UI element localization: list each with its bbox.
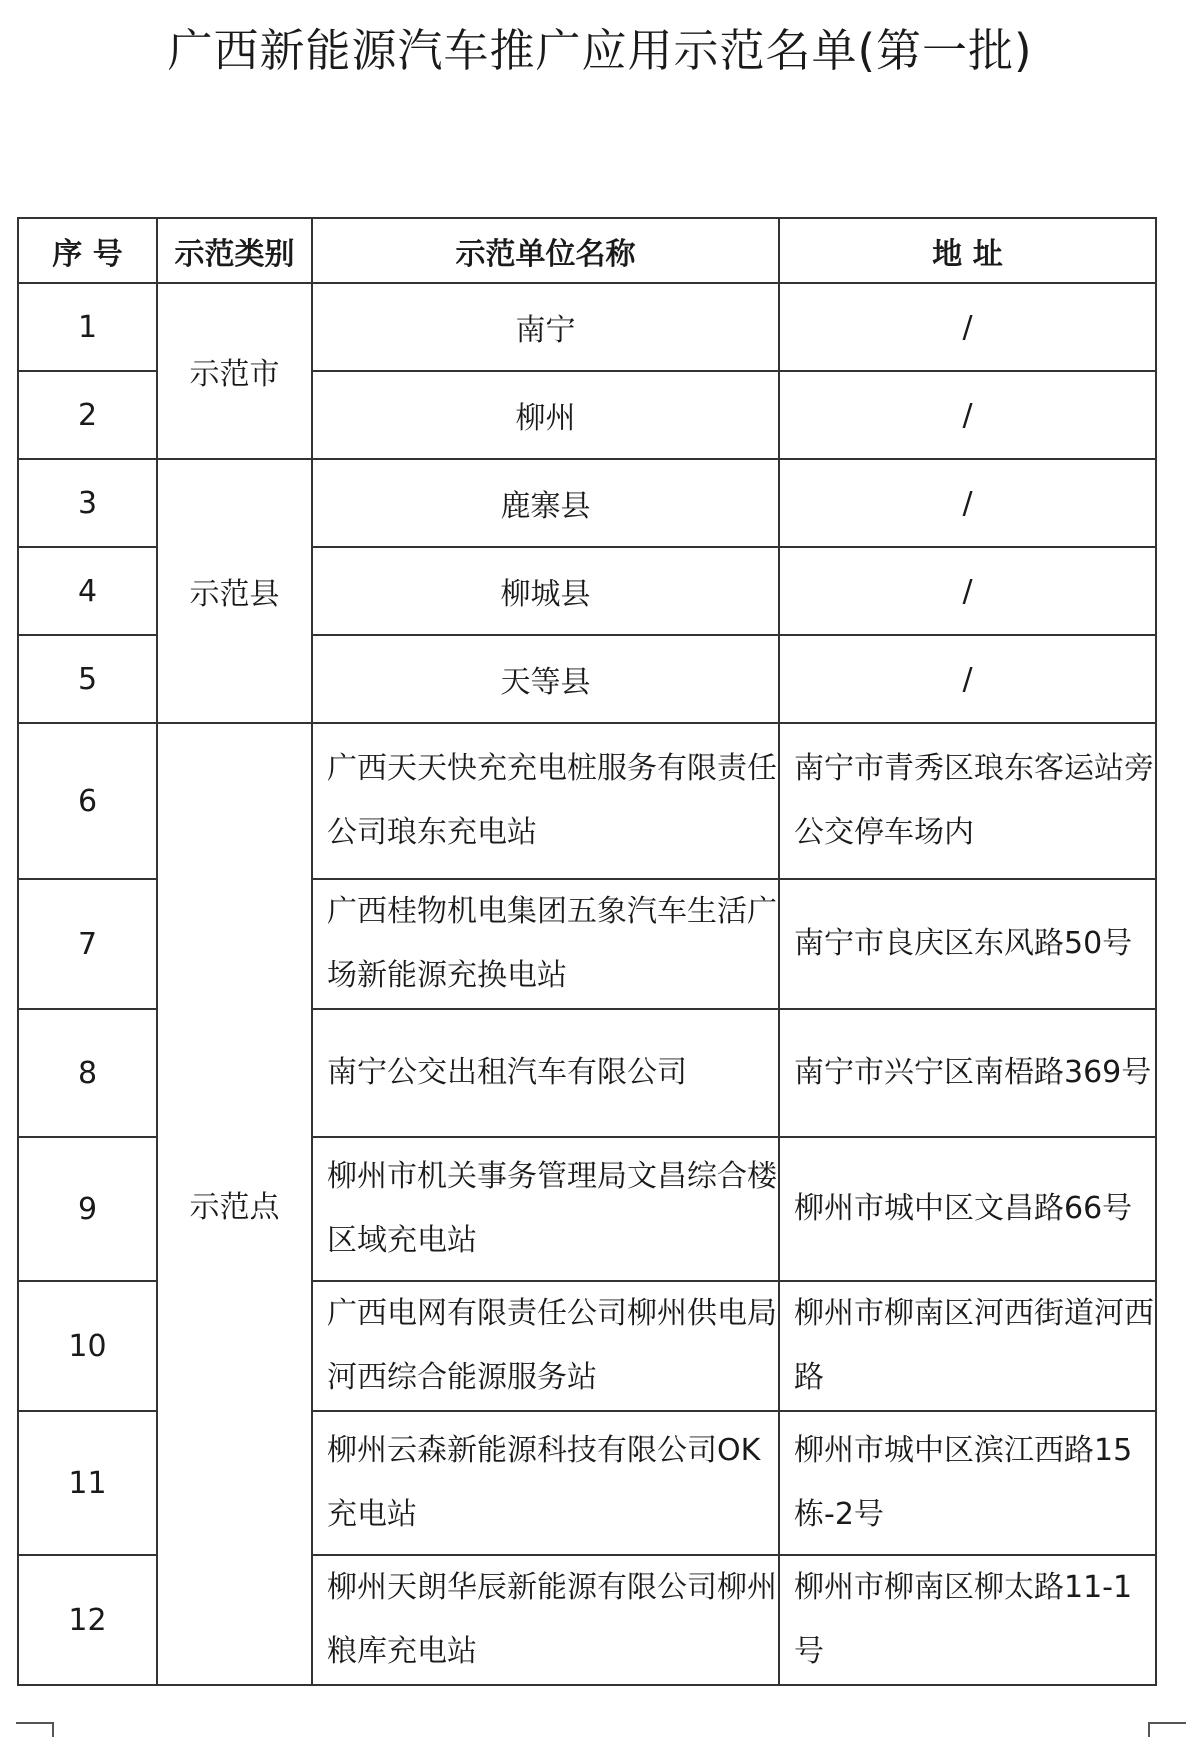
unit-name: 鹿寨县 xyxy=(312,459,779,547)
header-address: 地 址 xyxy=(779,218,1156,283)
address: 南宁市良庆区东风路50号 xyxy=(779,879,1156,1009)
address: / xyxy=(779,371,1156,459)
unit-name: 柳州天朗华辰新能源有限公司柳州粮库充电站 xyxy=(312,1555,779,1685)
row-number: 6 xyxy=(18,723,157,879)
row-number: 4 xyxy=(18,547,157,635)
address: 南宁市青秀区琅东客运站旁公交停车场内 xyxy=(779,723,1156,879)
unit-name: 广西天天快充充电桩服务有限责任公司琅东充电站 xyxy=(312,723,779,879)
table-row xyxy=(18,283,1156,371)
category-cell: 示范县 xyxy=(157,459,312,723)
table-header-row xyxy=(18,218,1156,283)
address: / xyxy=(779,635,1156,723)
row-number: 7 xyxy=(18,879,157,1009)
row-number: 9 xyxy=(18,1137,157,1281)
address: 柳州市城中区文昌路66号 xyxy=(779,1137,1156,1281)
header-category: 示范类别 xyxy=(157,218,312,283)
row-number: 11 xyxy=(18,1411,157,1555)
row-number: 10 xyxy=(18,1281,157,1411)
table-row xyxy=(18,459,1156,547)
category-cell: 示范市 xyxy=(157,283,312,459)
header-unit-name: 示范单位名称 xyxy=(312,218,779,283)
unit-name: 南宁公交出租汽车有限公司 xyxy=(312,1009,779,1137)
unit-name: 柳州 xyxy=(312,371,779,459)
row-number: 12 xyxy=(18,1555,157,1685)
unit-name: 柳城县 xyxy=(312,547,779,635)
address: 柳州市柳南区河西街道河西路 xyxy=(779,1281,1156,1411)
row-number: 8 xyxy=(18,1009,157,1137)
unit-name: 南宁 xyxy=(312,283,779,371)
address: 南宁市兴宁区南梧路369号 xyxy=(779,1009,1156,1137)
document-title: 广西新能源汽车推广应用示范名单(第一批) xyxy=(167,24,1033,77)
address: / xyxy=(779,547,1156,635)
unit-name: 天等县 xyxy=(312,635,779,723)
address: 柳州市柳南区柳太路11-1号 xyxy=(779,1555,1156,1685)
table-row xyxy=(18,723,1156,879)
unit-name: 柳州市机关事务管理局文昌综合楼区域充电站 xyxy=(312,1137,779,1281)
demonstration-list-table xyxy=(17,217,1157,1686)
row-number: 2 xyxy=(18,371,157,459)
unit-name: 广西电网有限责任公司柳州供电局河西综合能源服务站 xyxy=(312,1281,779,1411)
unit-name: 柳州云森新能源科技有限公司OK充电站 xyxy=(312,1411,779,1555)
unit-name: 广西桂物机电集团五象汽车生活广场新能源充换电站 xyxy=(312,879,779,1009)
row-number: 1 xyxy=(18,283,157,371)
address: / xyxy=(779,459,1156,547)
row-number: 3 xyxy=(18,459,157,547)
header-serial-number: 序 号 xyxy=(18,218,157,283)
address: 柳州市城中区滨江西路15栋-2号 xyxy=(779,1411,1156,1555)
row-number: 5 xyxy=(18,635,157,723)
address: / xyxy=(779,283,1156,371)
category-cell: 示范点 xyxy=(157,723,312,1685)
